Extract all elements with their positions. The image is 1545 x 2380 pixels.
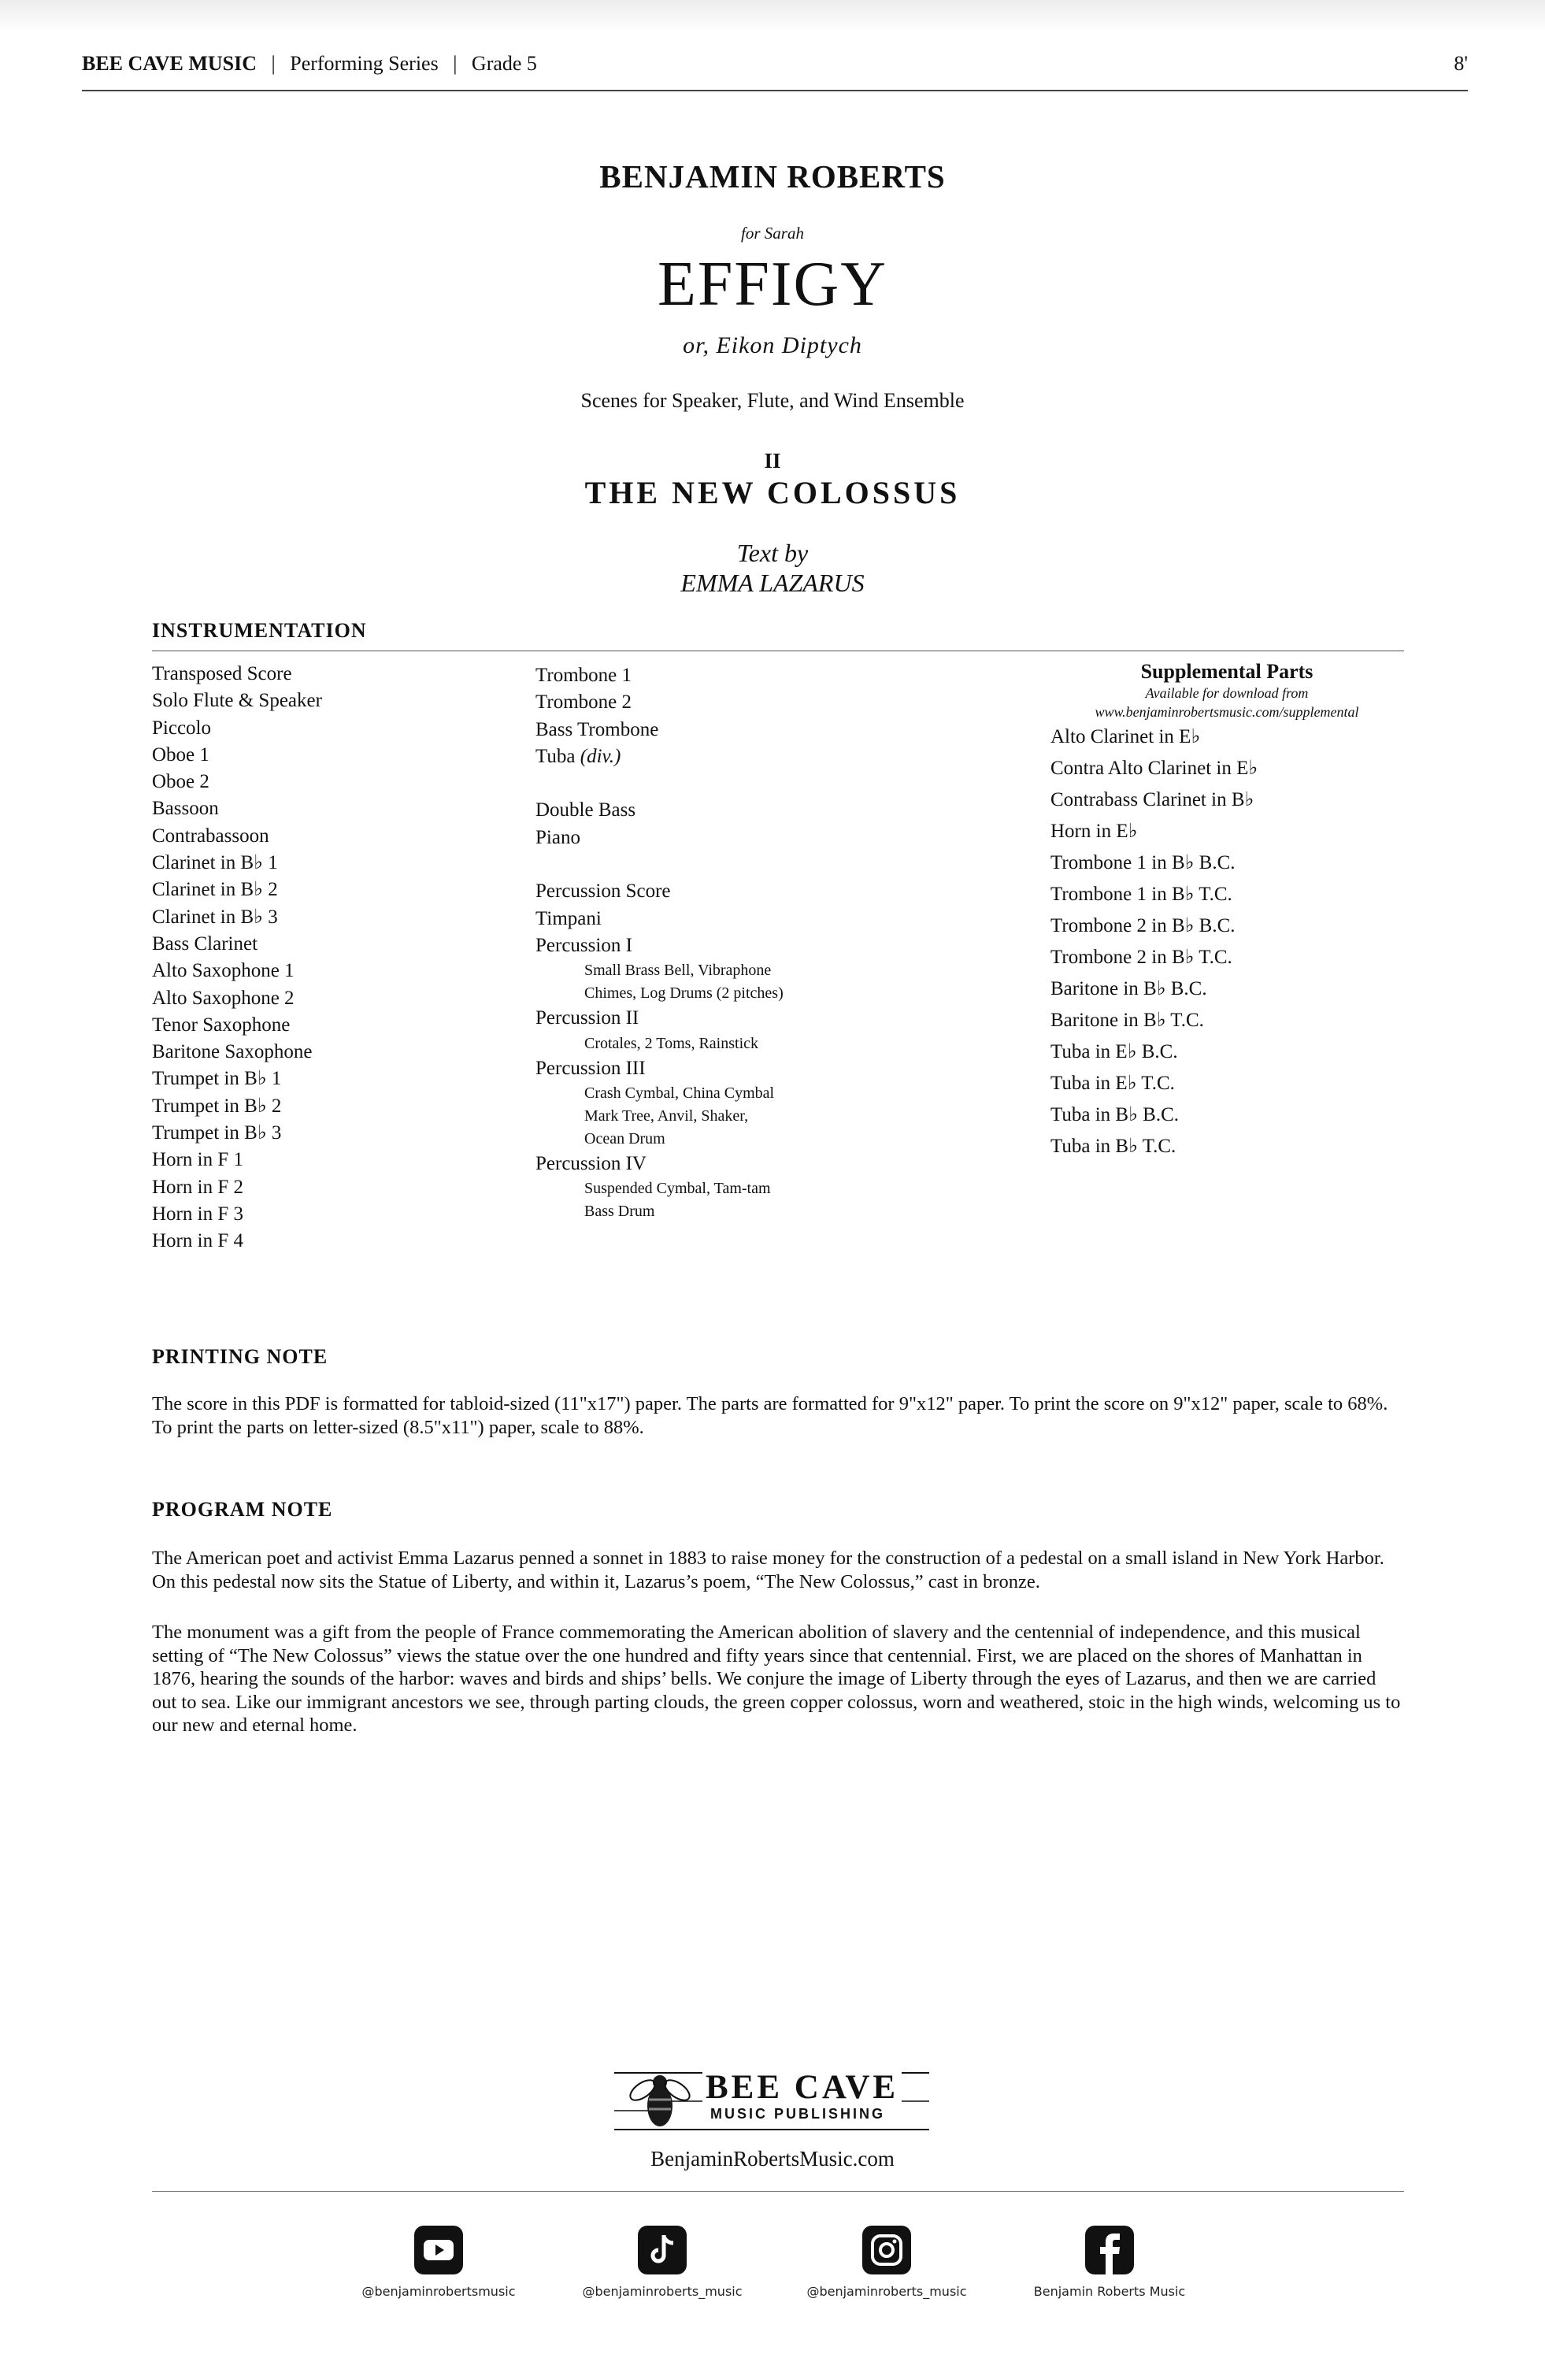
movement-number: II (764, 449, 781, 473)
youtube-icon[interactable] (414, 2226, 463, 2274)
printing-note-text: The score in this PDF is formatted for tabloid-sized (11"x17") paper. The parts are formatted for 9"x12" paper. To print the score on 9"x12" paper, scale to 68%. To print the parts on letter-sized (8.5"x11") paper, scale to 88%. (152, 1393, 1388, 1438)
header-separator: | (453, 52, 458, 75)
supplemental-parts (1050, 660, 1403, 1162)
instrument-item: Timpani (535, 907, 602, 929)
dedication: for Sarah (741, 224, 804, 243)
instrument-item: Bass Trombone (535, 718, 659, 740)
bee-cave-logo (614, 2063, 929, 2138)
supplemental-item: Trombone 2 in B♭ B.C. (1050, 915, 1236, 936)
instrument-item: Trombone 2 (535, 691, 632, 714)
scoring-description: Scenes for Speaker, Flute, and Wind Ensemble (580, 389, 965, 412)
instrument-item: Bassoon (152, 798, 219, 820)
supplemental-item: Tuba in E♭ B.C. (1050, 1041, 1178, 1062)
tuba-label: Tuba (535, 745, 576, 767)
instrument-item: Piano (535, 826, 580, 848)
instrument-item: Horn in F 4 (152, 1230, 243, 1252)
percussion-detail: Bass Drum (584, 1203, 655, 1221)
series-name: Performing Series (290, 52, 439, 75)
instrument-item: Percussion Score (535, 880, 671, 903)
website-link[interactable]: BenjaminRobertsMusic.com (650, 2147, 895, 2171)
percussion-detail: Chimes, Log Drums (2 pitches) (584, 984, 784, 1003)
program-note-paragraph-1: The American poet and activist Emma Lazarus penned a sonnet in 1883 to raise money for the construction of a pedestal on a small island in New York Harbor. On this pedestal now sits the Statue of Liberty, and within it, Lazarus’s poem, “The New Colossus,” cast in bronze. (152, 1548, 1384, 1592)
instagram-icon[interactable] (862, 2226, 911, 2274)
supplemental-item: Alto Clarinet in E♭ (1050, 726, 1201, 747)
supplemental-item: Contrabass Clarinet in B♭ (1050, 789, 1254, 810)
percussion-detail: Ocean Drum (584, 1129, 665, 1147)
page-top-shade (0, 0, 1545, 32)
movement-title: THE NEW COLOSSUS (584, 475, 961, 510)
facebook-icon[interactable] (1085, 2226, 1134, 2274)
text-author: EMMA LAZARUS (680, 569, 865, 597)
supplemental-item: Trombone 1 in B♭ T.C. (1050, 884, 1232, 905)
logo-line-2: MUSIC PUBLISHING (707, 2106, 888, 2122)
supplemental-item: Tuba in B♭ B.C. (1050, 1104, 1180, 1125)
instrument-item: Bass Clarinet (152, 932, 258, 955)
publisher-name: BEE CAVE MUSIC (82, 52, 258, 75)
program-note-paragraph-2: The monument was a gift from the people of France commemorating the American abolition of slavery and the centennial of independence, and this musical setting of “The New Colossus” views the statue over the one hundred and fifty years since that centennial. First, we are placed on the shores of Manhattan in 1876, hearing the sounds of the harbor: waves and birds and ships’ bells. We conjure the image of Liberty through the eyes of Lazarus, and then we are carried out to sea. Like our immigrant ancestors we see, through parting clouds, the green copper colossus, worn and weathered, stoic in the high winds, welcoming us to our new and eternal home. (152, 1622, 1401, 1736)
program-note-heading: PROGRAM NOTE (152, 1498, 333, 1521)
supplemental-item: Contra Alto Clarinet in E♭ (1050, 758, 1258, 779)
instrument-item: Trumpet in B♭ 2 (152, 1095, 282, 1117)
instrument-item: Percussion I (535, 934, 632, 956)
instagram-handle[interactable]: @benjaminroberts_music (806, 2284, 967, 2299)
supplemental-item: Trombone 2 in B♭ T.C. (1050, 947, 1232, 968)
instrument-item: Contrabassoon (152, 825, 269, 847)
tuba-div-note: (div.) (580, 745, 621, 767)
tiktok-handle[interactable]: @benjaminroberts_music (582, 2284, 743, 2299)
duration-label: 8' (1454, 52, 1468, 75)
instrument-item: Clarinet in B♭ 3 (152, 906, 278, 928)
supplemental-item: Baritone in B♭ B.C. (1050, 978, 1207, 999)
instrument-item: Double Bass (535, 799, 636, 821)
percussion-detail: Crotales, 2 Toms, Rainstick (584, 1034, 758, 1052)
supplemental-item: Tuba in B♭ T.C. (1050, 1136, 1176, 1157)
youtube-handle[interactable]: @benjaminrobertsmusic (361, 2284, 516, 2299)
percussion-detail: Crash Cymbal, China Cymbal (584, 1084, 775, 1102)
instrument-item: Horn in F 2 (152, 1176, 243, 1198)
instrument-item: Alto Saxophone 2 (152, 987, 295, 1009)
supplemental-title: Supplemental Parts (1140, 660, 1313, 683)
facebook-handle[interactable]: Benjamin Roberts Music (1033, 2284, 1186, 2299)
instrument-column-1 (152, 661, 322, 1255)
supplemental-item: Baritone in B♭ T.C. (1050, 1010, 1204, 1031)
text-by-label: Text by (736, 539, 809, 567)
instrument-item (535, 743, 784, 770)
instrument-item: Alto Saxophone 1 (152, 960, 295, 982)
composer-name: BENJAMIN ROBERTS (599, 158, 946, 195)
instrument-item: Trumpet in B♭ 1 (152, 1068, 282, 1090)
instrument-column-2 (535, 662, 784, 1223)
instrument-item: Piccolo (152, 717, 211, 739)
instrument-item: Percussion II (535, 1007, 639, 1029)
instrument-item: Transposed Score (152, 663, 292, 684)
work-subtitle: or, Eikon Diptych (683, 332, 862, 358)
instrument-item: Tenor Saxophone (152, 1014, 291, 1036)
percussion-detail: Small Brass Bell, Vibraphone (584, 962, 772, 980)
work-title: EFFIGY (657, 250, 888, 319)
instrument-item: Percussion III (535, 1057, 646, 1079)
supplemental-item: Horn in E♭ (1050, 821, 1138, 842)
header-separator: | (271, 52, 276, 75)
footer-rule (152, 2191, 1404, 2192)
supplemental-note: Available for download from (1145, 685, 1309, 701)
instrument-item: Baritone Saxophone (152, 1041, 313, 1063)
percussion-detail: Mark Tree, Anvil, Shaker, (584, 1107, 749, 1125)
supplemental-url: www.benjaminrobertsmusic.com/supplemental (1095, 704, 1359, 720)
instrumentation-heading: INSTRUMENTATION (152, 619, 367, 642)
instrument-item: Solo Flute & Speaker (152, 690, 322, 712)
printing-note-heading: PRINTING NOTE (152, 1345, 328, 1368)
tiktok-icon[interactable] (638, 2226, 687, 2274)
instrument-item: Percussion IV (535, 1152, 647, 1174)
instrument-item: Oboe 1 (152, 743, 209, 766)
percussion-detail: Suspended Cymbal, Tam-tam (584, 1180, 771, 1198)
supplemental-item: Trombone 1 in B♭ B.C. (1050, 852, 1236, 873)
instrument-item: Trombone 1 (535, 665, 632, 686)
header-rule (82, 90, 1468, 91)
instrument-item: Oboe 2 (152, 771, 209, 793)
grade-label: Grade 5 (471, 52, 537, 75)
instrument-item: Clarinet in B♭ 2 (152, 879, 278, 901)
instrument-item: Horn in F 1 (152, 1149, 243, 1171)
supplemental-item: Tuba in E♭ T.C. (1050, 1073, 1175, 1094)
logo-line-1: BEE CAVE (702, 2068, 902, 2107)
instrument-item: Horn in F 3 (152, 1203, 243, 1225)
page-header (82, 52, 1468, 76)
instrument-item: Clarinet in B♭ 1 (152, 852, 278, 874)
instrument-item: Trumpet in B♭ 3 (152, 1122, 282, 1144)
